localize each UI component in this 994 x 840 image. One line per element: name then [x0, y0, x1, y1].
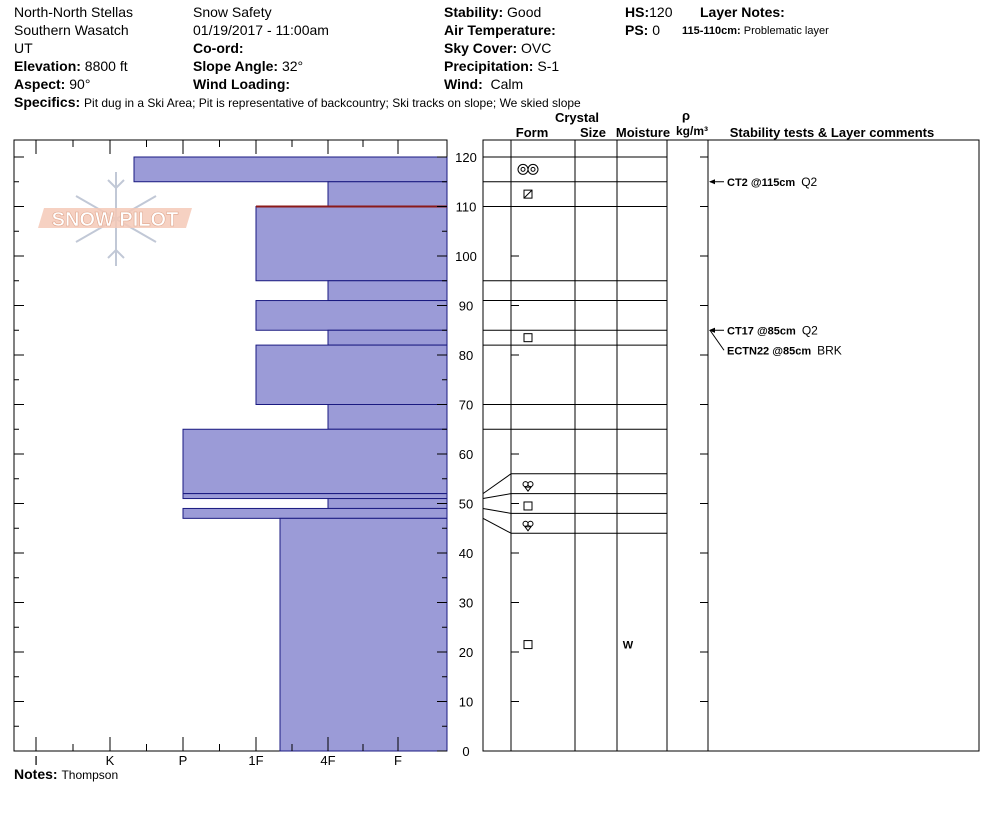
sky-cover: Sky Cover: OVC	[444, 40, 552, 56]
faceted-crystals-symbol	[524, 502, 532, 510]
symbol-circle	[528, 164, 538, 174]
hardness-layer	[256, 345, 447, 404]
faceted-crystals-symbol	[524, 641, 532, 649]
hardness-profile	[14, 140, 447, 768]
crystal-header: Crystal	[554, 110, 600, 125]
observation-datetime: 01/19/2017 - 11:00am	[193, 22, 329, 38]
hardness-layer	[328, 499, 447, 509]
test-arrow	[709, 179, 715, 184]
organization: Snow Safety	[193, 4, 272, 20]
layer-connector	[483, 508, 511, 513]
test-label: CT17 @85cm	[727, 325, 796, 338]
layer-panel	[483, 108, 979, 751]
pit-location: North-North Stellas	[14, 4, 134, 20]
stability: Stability: Good	[444, 4, 542, 20]
symbol-circle	[518, 164, 528, 174]
symbol-circle	[531, 167, 535, 171]
density-header: kg/m³	[675, 124, 709, 138]
symbol-circle	[523, 482, 528, 487]
specifics: Specifics: Pit dug in a Ski Area; Pit is representative of backcountry; Ski tracks on slope; We skied slope	[14, 94, 581, 110]
hardness-layer	[183, 494, 447, 499]
symbol-circle	[521, 167, 525, 171]
mountain-range: Southern Wasatch	[14, 22, 129, 38]
symbol-square	[524, 334, 532, 342]
faceted-crystals-symbol	[524, 334, 532, 342]
hardness-tick-label: I	[34, 753, 38, 768]
coordinates: Co-ord:	[193, 40, 244, 56]
hardness-layer	[328, 182, 447, 207]
symbol-triangle	[525, 487, 531, 491]
depth-tick-label: 20	[458, 645, 474, 660]
hardness-tick-label: P	[178, 753, 188, 768]
form-header: Form	[515, 125, 549, 140]
aspect: Aspect: 90°	[14, 76, 91, 92]
test-label: ECTN22 @85cm	[727, 345, 812, 358]
layer-panel-frame	[483, 140, 979, 751]
state: UT	[14, 40, 33, 56]
layer-notes-heading: Layer Notes:	[700, 4, 785, 20]
elevation: Elevation: 8800 ft	[14, 58, 128, 74]
hardness-tick-label: 1F	[248, 753, 264, 768]
wind-loading: Wind Loading:	[193, 76, 291, 92]
depth-tick-label: 50	[458, 496, 474, 512]
comments-header: Stability tests & Layer comments	[729, 125, 935, 140]
hardness-layer	[256, 207, 447, 281]
symbol-slash	[524, 190, 532, 198]
hardness-tick-label: K	[105, 753, 115, 768]
precipitation: Precipitation: S-1	[444, 58, 560, 74]
symbol-circle	[523, 521, 528, 526]
hardness-layer	[328, 281, 447, 301]
depth-tick-label: 70	[458, 397, 474, 413]
test-arrow	[709, 328, 715, 333]
snow-height: HS:120	[625, 4, 673, 20]
test-result: Q2	[801, 174, 818, 189]
hardness-layer	[183, 429, 447, 493]
size-header: Size	[579, 125, 607, 140]
depth-hoar-symbol	[523, 521, 533, 531]
symbol-square	[524, 502, 532, 510]
symbol-circle	[528, 521, 533, 526]
layer-connector	[483, 494, 511, 499]
depth-tick-label: 40	[458, 546, 474, 561]
stability-test	[727, 343, 842, 357]
depth-hoar-symbol	[523, 482, 533, 492]
layer-connector	[483, 518, 511, 533]
symbol-circle	[528, 482, 533, 487]
decomposing-fragments-symbol	[524, 190, 532, 198]
depth-tick-label: 110	[455, 199, 477, 215]
depth-tick-label: 120	[455, 150, 477, 165]
hardness-layer	[134, 157, 447, 182]
air-temperature: Air Temperature:	[444, 22, 556, 38]
hardness-tick-label: 4F	[320, 753, 336, 768]
symbol-triangle	[525, 527, 531, 531]
symbol-square	[524, 641, 532, 649]
hardness-layer	[256, 301, 447, 331]
depth-tick-label: 30	[458, 595, 474, 611]
hardness-tick-label: F	[394, 753, 402, 768]
moisture-value: W	[622, 639, 634, 652]
layer-connector	[483, 474, 511, 494]
hardness-layer	[183, 508, 447, 518]
rho-header: ρ	[681, 108, 691, 123]
depth-tick-label: 90	[458, 298, 474, 314]
stability-test	[727, 175, 818, 189]
hardness-layer	[328, 405, 447, 430]
hardness-layer	[280, 518, 447, 751]
notes: Notes: Thompson	[14, 766, 119, 782]
hardness-layer	[328, 330, 447, 345]
layer-note: 115-110cm: Problematic layer	[682, 25, 829, 37]
test-result: BRK	[817, 343, 842, 358]
test-label: CT2 @115cm	[727, 176, 796, 189]
svg-text:SNOW PILOT: SNOW PILOT	[51, 209, 179, 231]
depth-tick-label: 10	[458, 694, 474, 710]
depth-tick-label: 80	[458, 348, 474, 363]
precipitation-particles-symbol	[518, 164, 538, 174]
depth-tick-label: 100	[455, 249, 477, 264]
depth-tick-label: 0	[462, 744, 470, 759]
penetration: PS: 0	[625, 22, 661, 38]
wind: Wind: Calm	[444, 76, 524, 92]
slope-angle: Slope Angle: 32°	[193, 58, 304, 74]
stability-test	[727, 323, 818, 337]
moisture-header: Moisture	[615, 125, 671, 140]
test-leader	[710, 330, 724, 350]
depth-tick-label: 60	[458, 447, 474, 462]
test-result: Q2	[801, 323, 818, 338]
